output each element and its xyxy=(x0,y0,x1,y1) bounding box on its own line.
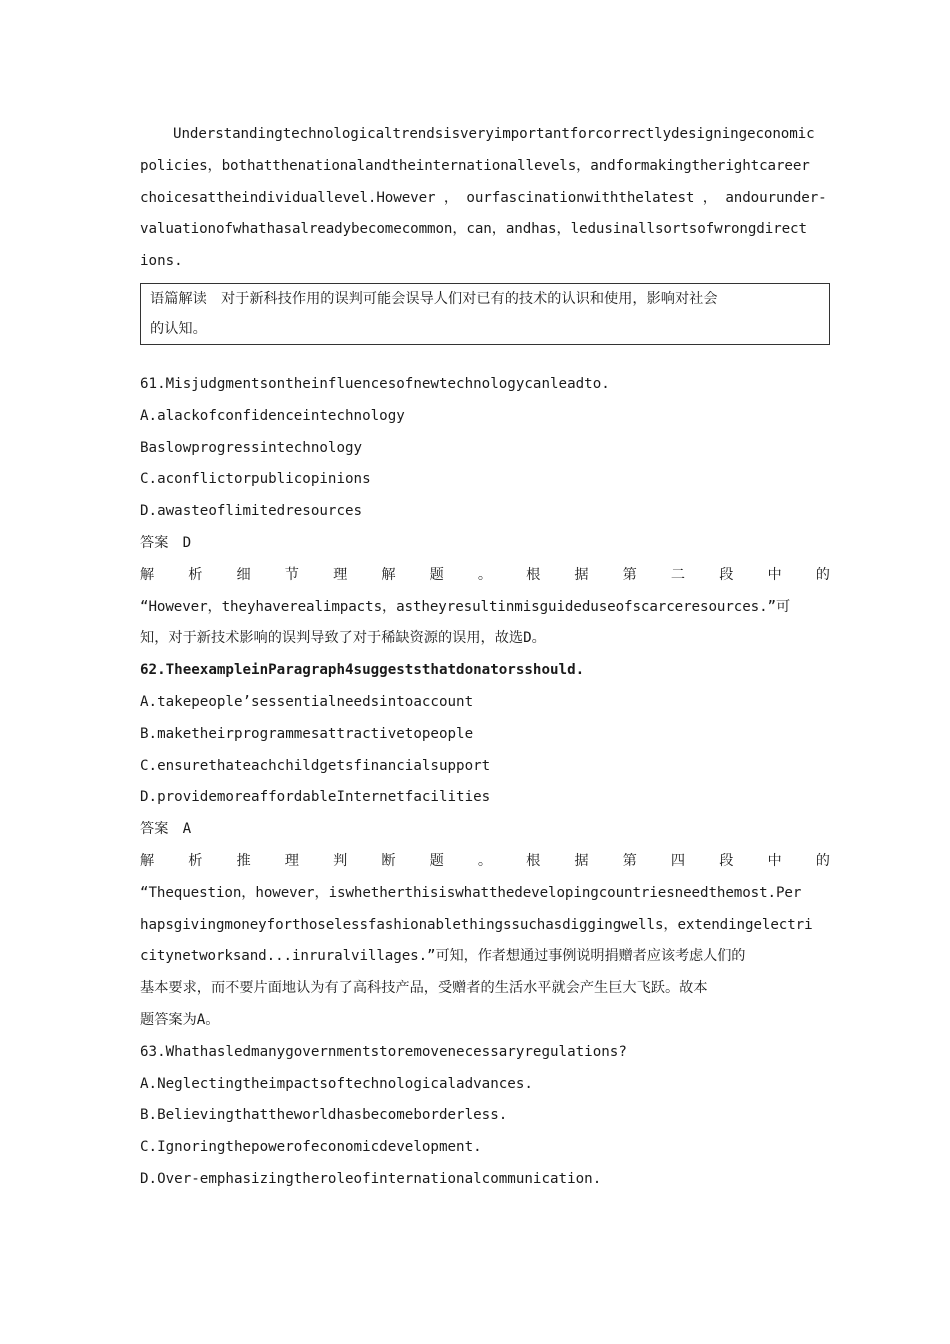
summary-line: 语篇解读 对于新科技作用的误判可能会误导人们对已有的技术的认识和使用，影响对社会 xyxy=(150,290,718,307)
passage-line: policies，bothatthenationalandtheinternationallevels，andformakingtherightcareer xyxy=(140,157,810,174)
analysis-char: 段 xyxy=(719,852,734,869)
analysis-char: 析 xyxy=(188,852,203,869)
analysis-line: 题答案为A。 xyxy=(140,1011,220,1028)
analysis-char: 理 xyxy=(284,852,299,869)
passage-line: ions. xyxy=(140,253,183,270)
analysis-line: “However，theyhaverealimpacts，astheyresultinmisguideduseofscarceresources.”可 xyxy=(140,598,791,615)
analysis-char: 判 xyxy=(333,852,348,869)
analysis-char: 析 xyxy=(188,566,203,583)
option-a: A.takepeople’sessentialneedsintoaccount xyxy=(140,693,474,710)
analysis-char: 四 xyxy=(670,852,686,869)
option-b: Baslowprogressintechnology xyxy=(140,439,363,456)
analysis-char: 推 xyxy=(236,852,251,869)
answer: 答案 A xyxy=(140,821,192,838)
option-c: C.Ignoringthepowerofeconomicdevelopment. xyxy=(140,1139,482,1156)
analysis-char: 断 xyxy=(381,852,396,869)
option-d: D.providemoreaffordableInternetfacilities xyxy=(140,789,491,806)
option-a: A.Neglectingtheimpactsoftechnologicaladvances. xyxy=(140,1075,533,1092)
analysis-char: 二 xyxy=(670,566,686,583)
question-63 xyxy=(140,1037,830,1196)
analysis-char: 根 xyxy=(526,566,541,583)
analysis-char: 第 xyxy=(622,566,637,583)
analysis-line: hapsgivingmoneyforthoselessfashionablethingssuchasdiggingwells，extendingelectri xyxy=(140,916,813,933)
analysis-char: 细 xyxy=(236,566,251,583)
passage-line: choicesattheindividuallevel.However ， ourfascinationwiththelatest ， andourunder- xyxy=(140,189,827,206)
analysis-char: 的 xyxy=(815,852,830,869)
analysis-char: 。 xyxy=(477,566,493,583)
analysis-line: citynetworksand...inruralvillages.”可知，作者想通过事例说明捐赠者应该考虑人们的 xyxy=(140,948,746,965)
analysis-char: 第 xyxy=(622,852,637,869)
passage-line: Understandingtechnologicaltrendsisveryimportantforcorrectlydesigningeconomic xyxy=(173,126,815,142)
passage-line: valuationofwhathasalreadybecomecommon，can，andhas，ledusinallsortsofwrongdirect xyxy=(140,221,807,238)
question-stem: 61.Misjudgmentsontheinfluencesofnewtechnologycanleadto. xyxy=(140,375,610,392)
analysis-line: 基本要求，而不要片面地认为有了高科技产品，受赠者的生活水平就会产生巨大飞跃。故本 xyxy=(140,980,708,997)
analysis-char: 理 xyxy=(333,566,348,583)
analysis-char: 解 xyxy=(140,566,155,583)
option-b: B.Believingthattheworldhasbecomeborderless. xyxy=(140,1107,508,1124)
question-stem: 62.TheexampleinParagraph4suggeststhatdonatorsshould. xyxy=(140,662,585,679)
analysis-char: 解 xyxy=(381,566,396,583)
analysis-char: 根 xyxy=(526,852,541,869)
summary-line: 的认知。 xyxy=(150,320,207,337)
analysis-char: 题 xyxy=(429,566,444,583)
analysis-char: 解 xyxy=(140,852,155,869)
question-61 xyxy=(140,369,830,655)
option-c: C.ensurethateachchildgetsfinancialsupport xyxy=(140,757,491,774)
analysis-header xyxy=(140,846,830,878)
passage-paragraph xyxy=(140,119,830,278)
option-a: A.alackofconfidenceintechnology xyxy=(140,407,405,424)
analysis-line: “Thequestion，however，iswhetherthisiswhatthedevelopingcountriesneedthemost.Per xyxy=(140,884,802,901)
analysis-header xyxy=(140,560,830,592)
option-b: B.maketheirprogrammesattractivetopeople xyxy=(140,725,474,742)
analysis-char: 节 xyxy=(284,566,299,583)
question-stem: 63.Whathasledmanygovernmentstoremovenecessaryregulations? xyxy=(140,1043,627,1060)
option-c: C.aconflictorpublicopinions xyxy=(140,471,371,488)
analysis-char: 据 xyxy=(574,852,589,869)
question-62 xyxy=(140,655,830,1037)
analysis-char: 。 xyxy=(477,852,493,869)
analysis-char: 段 xyxy=(719,566,734,583)
option-d: D.awasteoflimitedresources xyxy=(140,503,363,520)
analysis-char: 中 xyxy=(767,852,782,869)
document-page xyxy=(140,119,830,1196)
spacer xyxy=(140,345,830,369)
option-d: D.Over-emphasizingtheroleofinternationalcommunication. xyxy=(140,1170,602,1187)
analysis-char: 题 xyxy=(429,852,444,869)
analysis-char: 中 xyxy=(767,566,782,583)
analysis-char: 据 xyxy=(574,566,589,583)
summary-box xyxy=(140,283,830,345)
analysis-line: 知，对于新技术影响的误判导致了对于稀缺资源的误用，故选D。 xyxy=(140,630,546,647)
answer: 答案 D xyxy=(140,534,192,551)
analysis-char: 的 xyxy=(815,566,830,583)
